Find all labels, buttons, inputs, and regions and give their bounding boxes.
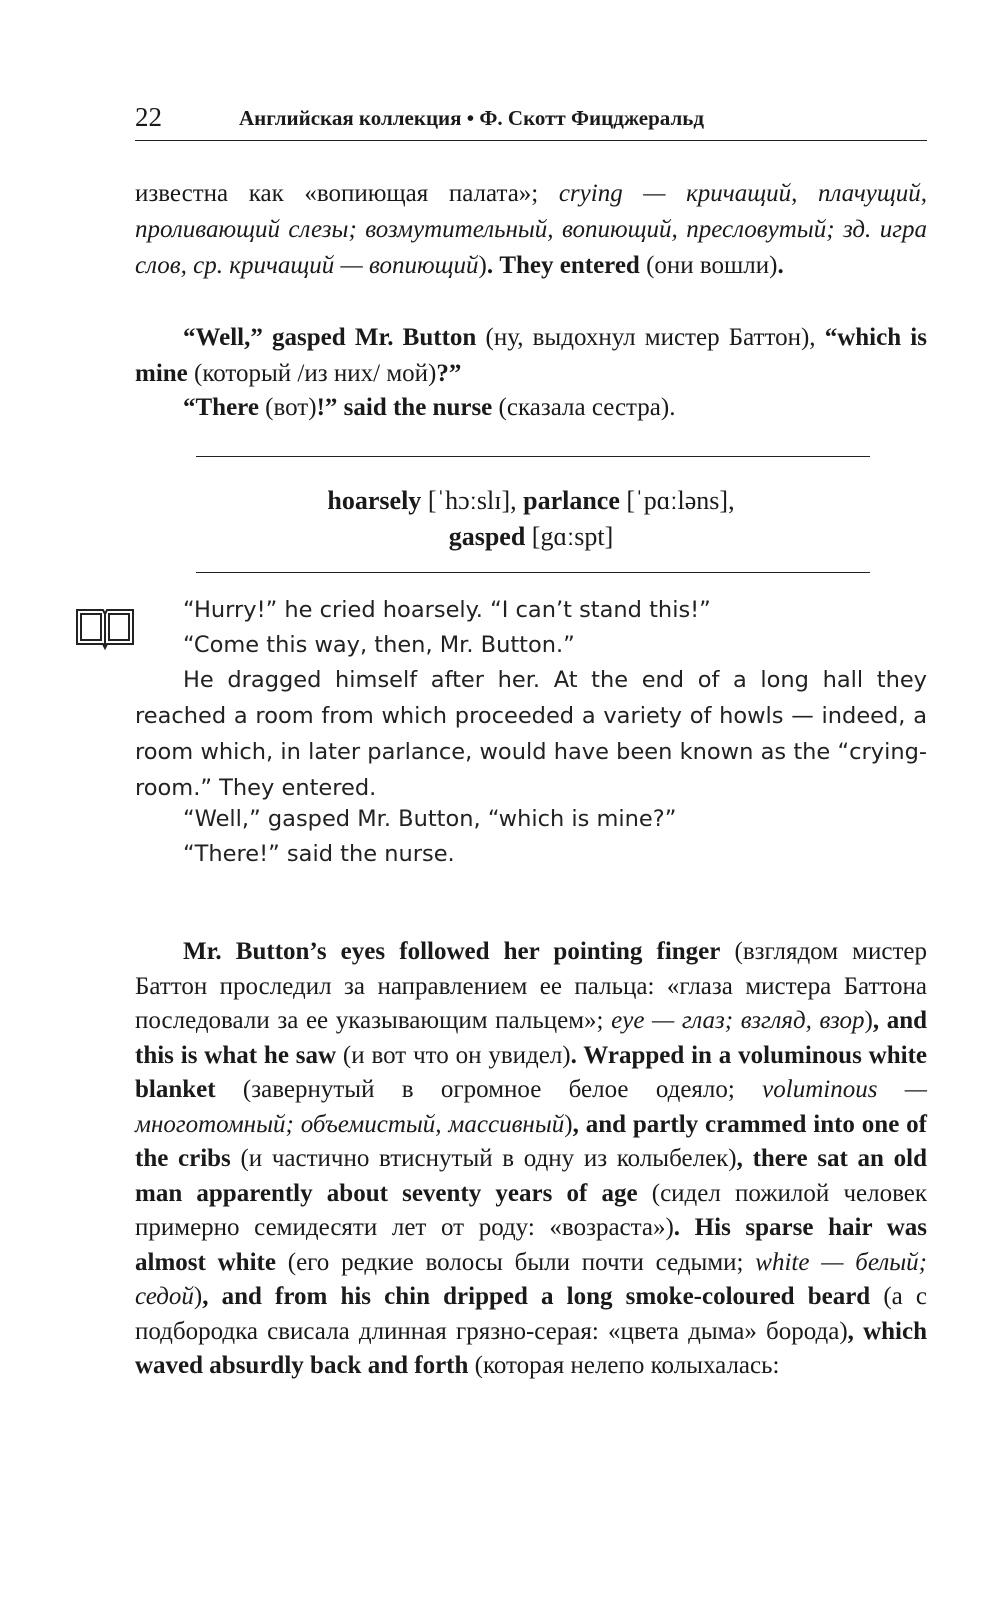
running-title: Английская коллекция • Ф. Скотт Фицджеральд xyxy=(239,106,705,130)
pronunciation-line-2: gasped [gɑːspt] xyxy=(448,522,614,551)
original-line-1: “Hurry!” he cried hoarsely. “I can’t stand this!” xyxy=(183,597,711,623)
original-line-4: “Well,” gasped Mr. Button, “which is mine?” xyxy=(183,806,677,832)
page-number: 22 xyxy=(135,102,162,132)
divider-bottom xyxy=(196,572,870,573)
original-line-2: “Come this way, then, Mr. Button.” xyxy=(183,632,575,658)
original-paragraph-3: He dragged himself after her. At the end of a long hall they reached a room from which proceeded a variety of howls — indeed, a room which, in later parlance, would have been known as the “crying-room.” They entered. xyxy=(135,667,927,801)
divider-top xyxy=(196,456,870,457)
gloss-paragraph-1: известна как «вопиющая палата»; crying — кричащий, плачущий, проливающий слезы; возмутительный, вопиющий, пресловутый; зд. игра слов, ср. кричащий — вопиющий). They entered (они вошли). xyxy=(135,180,927,279)
pronunciation-line-1: hoarsely [ˈhɔːslɪ], parlance [ˈpɑːləns], xyxy=(327,486,735,515)
gloss-paragraph-3: “There (вот)!” said the nurse (сказала сестра). xyxy=(183,394,676,421)
original-line-5: “There!” said the nurse. xyxy=(183,841,455,867)
gloss-paragraph-2: “Well,” gasped Mr. Button (ну, выдохнул мистер Баттон), “which is mine (который /из них/ мой)?” xyxy=(135,324,927,387)
gloss-paragraph-bottom: Mr. Button’s eyes followed her pointing finger (взглядом мистер Баттон проследил за направлением ее пальца: «глаза мистера Баттона последовали за ее указывающим пальцем»; eye — глаз; взгляд, взор), and this is what he saw (и вот что он увидел). Wrapped in a voluminous white blanket (завернутый в огромное белое одеяло; voluminous — многотомный; объемистый, массивный), and partly crammed into one of the cribs (и частично втиснутый в одну из колыбелек), there sat an old man apparently about seventy years of age (сидел пожилой человек примерно семидесяти лет от роду: «возраста»). His sparse hair was almost white (его редкие волосы были почти седыми; white — белый; седой), and from his chin dripped a long smoke-coloured beard (а с подбородка свисала длинная грязно-серая: «цвета дыма» борода), which waved absurdly back and forth (которая нелепо колыхалась: xyxy=(135,938,928,1379)
open-book-icon xyxy=(74,606,136,650)
page-header xyxy=(135,100,927,141)
